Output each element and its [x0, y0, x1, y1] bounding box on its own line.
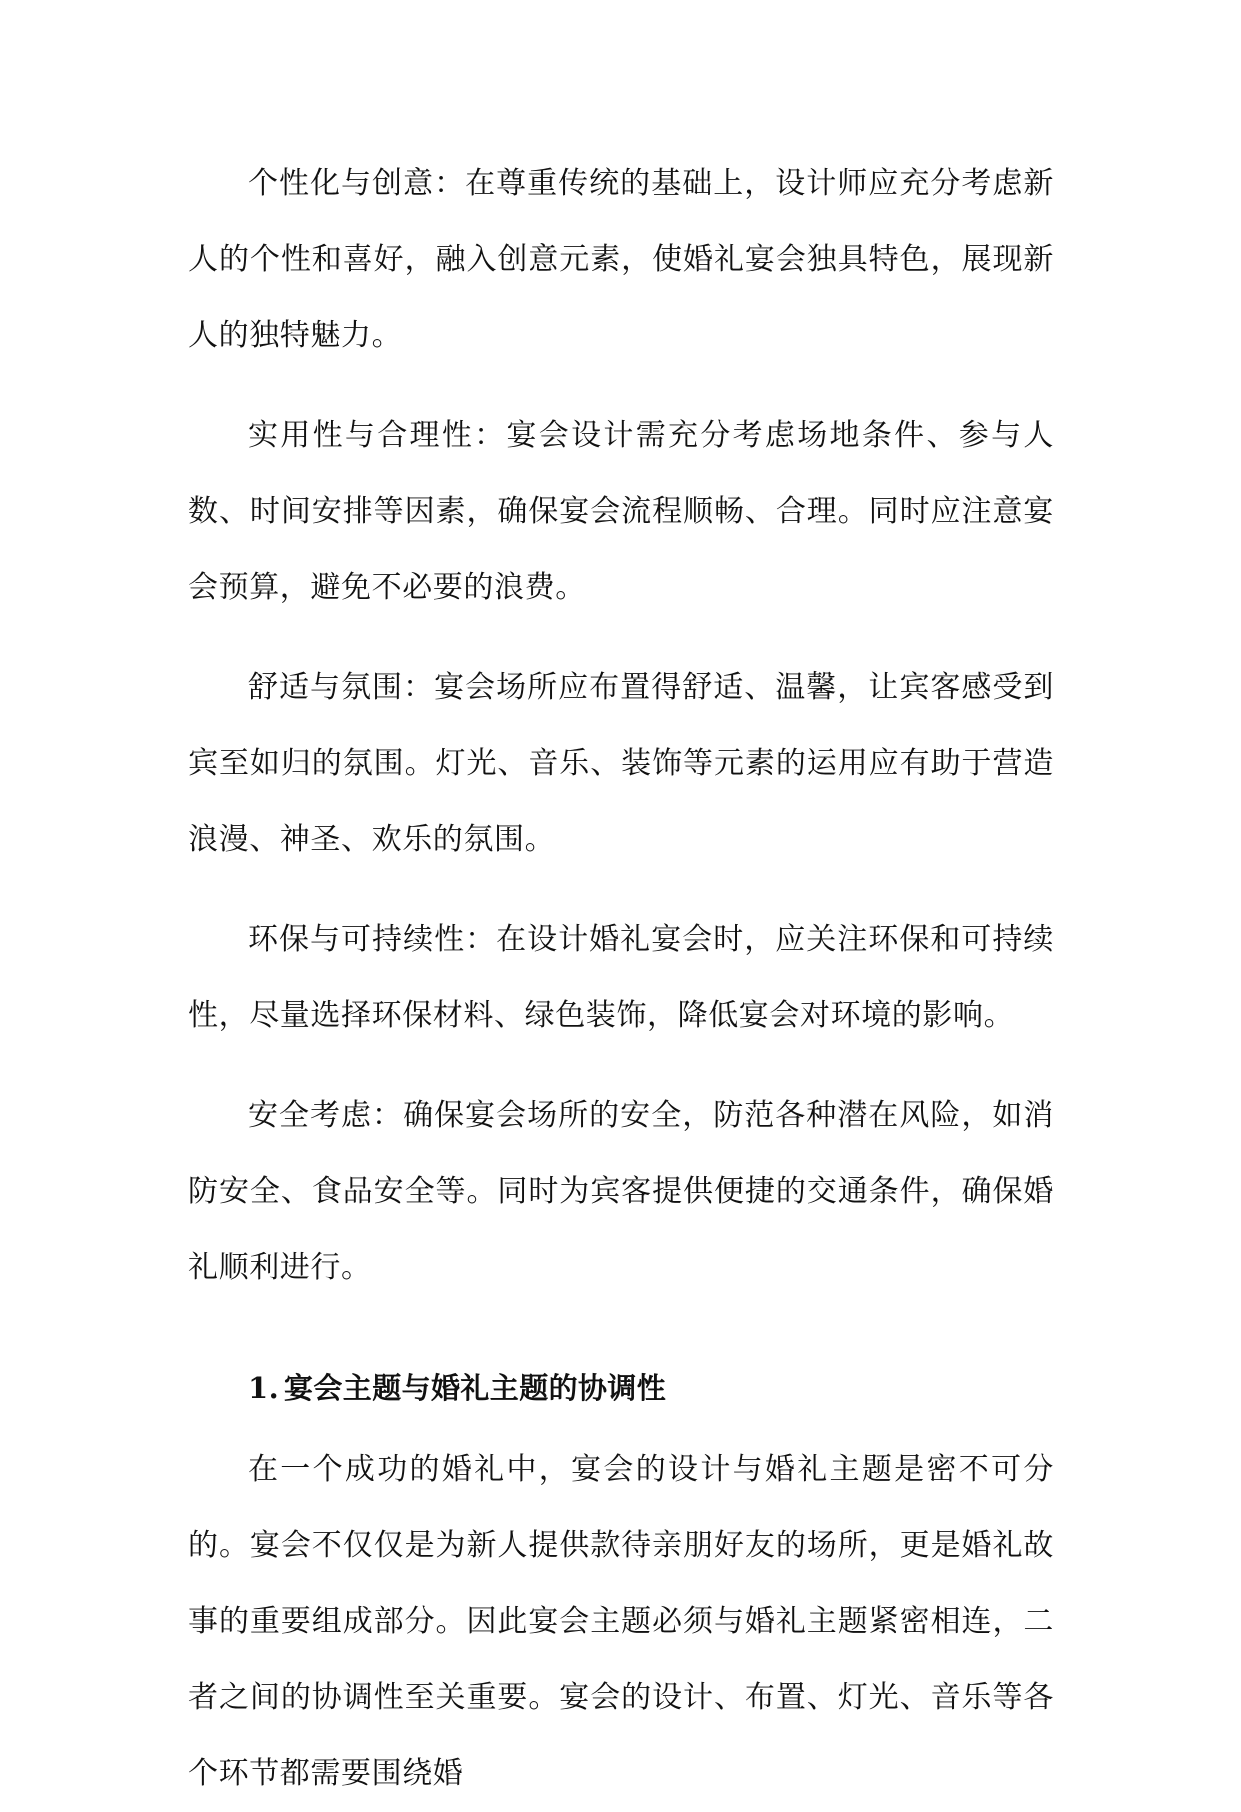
paragraph-practicality: 实用性与合理性：宴会设计需充分考虑场地条件、参与人数、时间安排等因素，确保宴会流程顺畅、合理。同时应注意宴会预算，避免不必要的浪费。	[188, 418, 1054, 605]
paragraph-sustainability: 环保与可持续性：在设计婚礼宴会时，应关注环保和可持续性，尽量选择环保材料、绿色装饰，降低宴会对环境的影响。	[188, 922, 1054, 1033]
section-heading-title: 宴会主题与婚礼主题的协调性	[284, 1371, 667, 1405]
page-body	[188, 146, 1054, 1812]
section-heading	[248, 1350, 1054, 1426]
section-heading-number: 1.	[248, 1371, 280, 1405]
paragraph-comfort-atmosphere: 舒适与氛围：宴会场所应布置得舒适、温馨，让宾客感受到宾至如归的氛围。灯光、音乐、装饰等元素的运用应有助于营造浪漫、神圣、欢乐的氛围。	[188, 670, 1054, 857]
paragraph-safety: 安全考虑：确保宴会场所的安全，防范各种潜在风险，如消防安全、食品安全等。同时为宾客提供便捷的交通条件，确保婚礼顺利进行。	[188, 1098, 1054, 1285]
paragraph-theme-coordination: 在一个成功的婚礼中，宴会的设计与婚礼主题是密不可分的。宴会不仅仅是为新人提供款待亲朋好友的场所，更是婚礼故事的重要组成部分。因此宴会主题必须与婚礼主题紧密相连，二者之间的协调性至关重要。宴会的设计、布置、灯光、音乐等各个环节都需要围绕婚	[188, 1452, 1054, 1791]
paragraph-personalization: 个性化与创意：在尊重传统的基础上，设计师应充分考虑新人的个性和喜好，融入创意元素，使婚礼宴会独具特色，展现新人的独特魅力。	[188, 166, 1054, 353]
